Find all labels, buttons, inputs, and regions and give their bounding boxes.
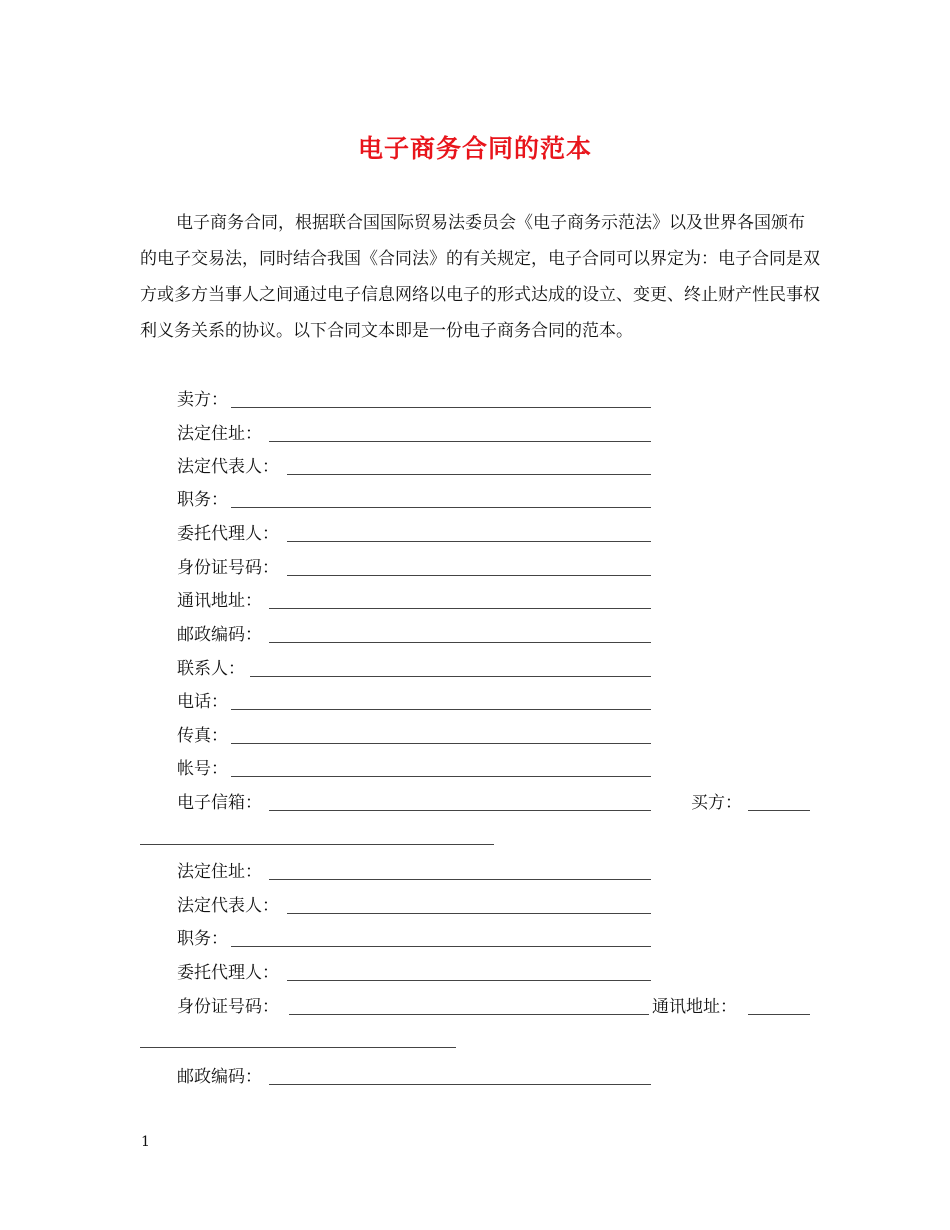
buyer-legal-rep-blank[interactable] [287, 894, 651, 914]
buyer-mail-address-label: 通讯地址： [652, 997, 737, 1017]
buyer-agent-label: 委托代理人： [177, 963, 279, 983]
mail-address-label: 通讯地址： [177, 591, 262, 611]
seller-legal-address-row [177, 422, 657, 446]
document-title: 电子商务合同的范本 [357, 134, 592, 163]
phone-blank[interactable] [231, 690, 651, 710]
buyer-id-row [177, 995, 817, 1019]
account-blank[interactable] [231, 757, 651, 777]
id-number-blank[interactable] [287, 556, 651, 576]
phone-label: 电话： [177, 692, 228, 712]
buyer-mail-address-blank-start[interactable] [748, 995, 810, 1015]
buyer-legal-address-label: 法定住址： [177, 862, 262, 882]
buyer-id-number-label: 身份证号码： [177, 997, 279, 1017]
seller-postcode-row [177, 623, 657, 647]
contact-blank[interactable] [250, 657, 651, 677]
buyer-agent-row [177, 961, 657, 985]
fax-label: 传真： [177, 726, 228, 746]
seller-fax-row [177, 724, 657, 748]
agent-blank[interactable] [287, 522, 651, 542]
buyer-blank-continuation[interactable] [140, 825, 494, 845]
seller-label: 卖方： [177, 390, 228, 410]
page-number: 1 [141, 1134, 150, 1150]
buyer-postcode-row [177, 1065, 657, 1089]
id-number-label: 身份证号码： [177, 558, 279, 578]
postcode-label: 邮政编码： [177, 625, 262, 645]
agent-label: 委托代理人： [177, 524, 279, 544]
seller-account-row [177, 757, 657, 781]
legal-rep-label: 法定代表人： [177, 457, 279, 477]
position-label: 职务： [177, 490, 228, 510]
buyer-legal-rep-row [177, 894, 657, 918]
seller-email-row [177, 791, 817, 815]
buyer-legal-rep-label: 法定代表人： [177, 896, 279, 916]
buyer-id-number-blank[interactable] [289, 995, 649, 1015]
seller-agent-row [177, 522, 657, 546]
buyer-position-row [177, 927, 657, 951]
buyer-label: 买方： [691, 793, 742, 813]
legal-address-blank[interactable] [269, 422, 651, 442]
buyer-mail-address-blank-continuation[interactable] [140, 1028, 456, 1048]
fax-blank[interactable] [231, 724, 651, 744]
seller-phone-row [177, 690, 657, 714]
seller-legal-rep-row [177, 455, 657, 479]
legal-rep-blank[interactable] [287, 455, 651, 475]
seller-position-row [177, 488, 657, 512]
buyer-mail-continuation-row [140, 1028, 460, 1052]
buyer-legal-address-blank[interactable] [269, 860, 651, 880]
email-blank[interactable] [269, 791, 651, 811]
seller-mail-address-row [177, 589, 657, 613]
buyer-legal-address-row [177, 860, 657, 884]
buyer-continuation-row [140, 825, 500, 849]
buyer-position-blank[interactable] [231, 927, 651, 947]
seller-contact-row [177, 657, 657, 681]
intro-text: 电子商务合同，根据联合国国际贸易法委员会《电子商务示范法》以及世界各国颁布的电子交易法，同时结合我国《合同法》的有关规定，电子合同可以界定为：电子合同是双方或多方当事人之间通过电子信息网络以电子的形式达成的设立、变更、终止财产性民事权利义务关系的协议。以下合同文本即是一份电子商务合同的范本。 [140, 213, 820, 341]
email-label: 电子信箱： [177, 793, 262, 813]
postcode-blank[interactable] [269, 623, 651, 643]
mail-address-blank[interactable] [269, 589, 651, 609]
legal-address-label: 法定住址： [177, 424, 262, 444]
buyer-blank-start[interactable] [748, 791, 810, 811]
buyer-agent-blank[interactable] [287, 961, 651, 981]
seller-id-row [177, 556, 657, 580]
intro-paragraph [140, 205, 820, 349]
contact-label: 联系人： [177, 659, 245, 679]
seller-row [177, 388, 657, 412]
buyer-postcode-label: 邮政编码： [177, 1067, 262, 1087]
buyer-postcode-blank[interactable] [269, 1065, 651, 1085]
position-blank[interactable] [231, 488, 651, 508]
account-label: 帐号： [177, 759, 228, 779]
buyer-position-label: 职务： [177, 929, 228, 949]
seller-blank[interactable] [231, 388, 651, 408]
